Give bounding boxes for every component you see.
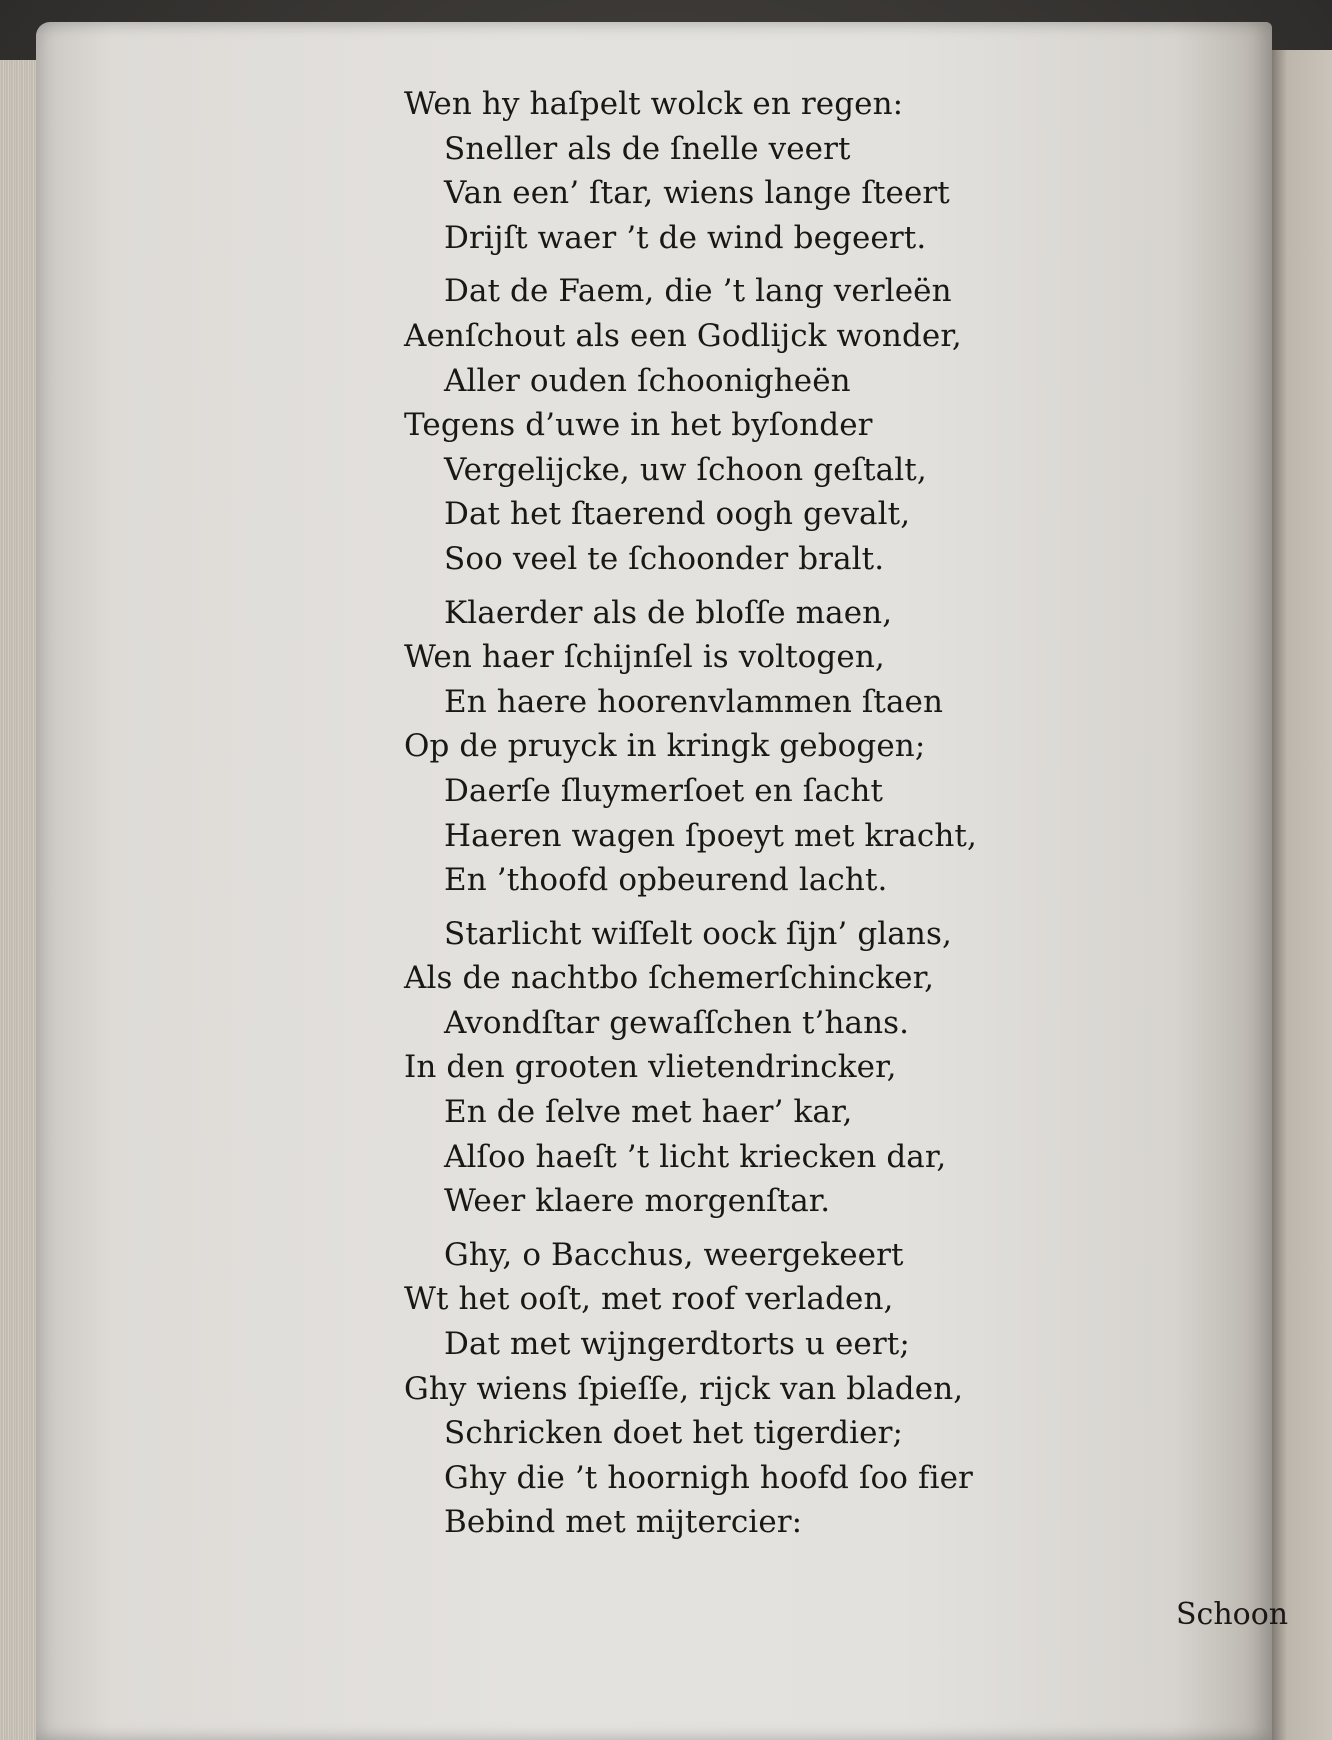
poem-line: Vergelijcke, uw ſchoon geſtalt,	[444, 451, 927, 488]
poem-line: Dat het ſtaerend oogh gevalt,	[444, 496, 911, 533]
poem-line: Wen hy haſpelt wolck en regen:	[404, 86, 904, 122]
poem-line: Alſoo haeſt ’t licht kriecken dar,	[444, 1138, 947, 1175]
poem-line: Klaerder als de bloſſe maen,	[444, 594, 893, 631]
poem-line: Als de nachtbo ſchemerſchincker,	[404, 960, 935, 997]
poem-line: Dat met wijngerdtorts u eert;	[444, 1326, 910, 1363]
poem-line: Avondſtar gewaſſchen t’hans.	[444, 1004, 910, 1041]
poem-line: Daerſe ſluymerſoet en ſacht	[444, 772, 884, 809]
poem-line: Wen haer ſchijnſel is voltogen,	[404, 639, 885, 676]
poem-line: Ghy die ’t hoornigh hoofd ſoo fier	[444, 1459, 973, 1496]
poem-line: Weer klaere morgenſtar.	[444, 1183, 831, 1220]
poem-line: Bebind met mijtercier:	[444, 1504, 803, 1541]
poem-line: Aenſchout als een Godlijck wonder,	[404, 317, 962, 354]
poem-line: Sneller als de ſnelle veert	[444, 130, 851, 167]
poem-line: Wt het ooſt, met roof verladen,	[404, 1281, 894, 1318]
stanza	[404, 591, 1064, 903]
poem-line: Op de pruyck in kringk gebogen;	[404, 728, 926, 765]
poem-line: Tegens d’uwe in het byſonder	[404, 407, 873, 444]
poem-line: Soo veel te ſchoonder bralt.	[444, 540, 885, 577]
stanza	[404, 912, 1064, 1224]
poem-line: Drijſt waer ’t de wind begeert.	[444, 219, 927, 256]
adjacent-page	[1268, 50, 1332, 1740]
poem-line: Van een’ ſtar, wiens lange ſteert	[444, 175, 950, 212]
poem-line: Starlicht wiſſelt oock ſijn’ glans,	[444, 915, 952, 952]
stanza	[404, 1233, 1064, 1545]
poem-line: En haere hoorenvlammen ſtaen	[444, 683, 944, 720]
poem-line: In den grooten vlietendrincker,	[404, 1049, 897, 1086]
poem-text	[404, 82, 1064, 1554]
poem-line: En de ſelve met haer’ kar,	[444, 1094, 853, 1131]
left-page-edges	[0, 60, 41, 1740]
poem-line: Ghy wiens ſpieſſe, rijck van bladen,	[404, 1370, 964, 1407]
poem-line: En ’thoofd opbeurend lacht.	[444, 862, 888, 899]
stanza	[404, 269, 1064, 581]
poem-line: Aller ouden ſchoonigheën	[444, 362, 851, 399]
poem-line: Ghy, o Bacchus, weergekeert	[444, 1236, 904, 1273]
poem-line: Dat de Faem, die ’t lang verleën	[444, 273, 952, 310]
poem-line: Haeren wagen ſpoeyt met kracht,	[444, 817, 977, 854]
stanza	[404, 82, 1064, 260]
poem-line: Schricken doet het tigerdier;	[444, 1415, 904, 1452]
catchword: Schoon	[1176, 1597, 1289, 1632]
